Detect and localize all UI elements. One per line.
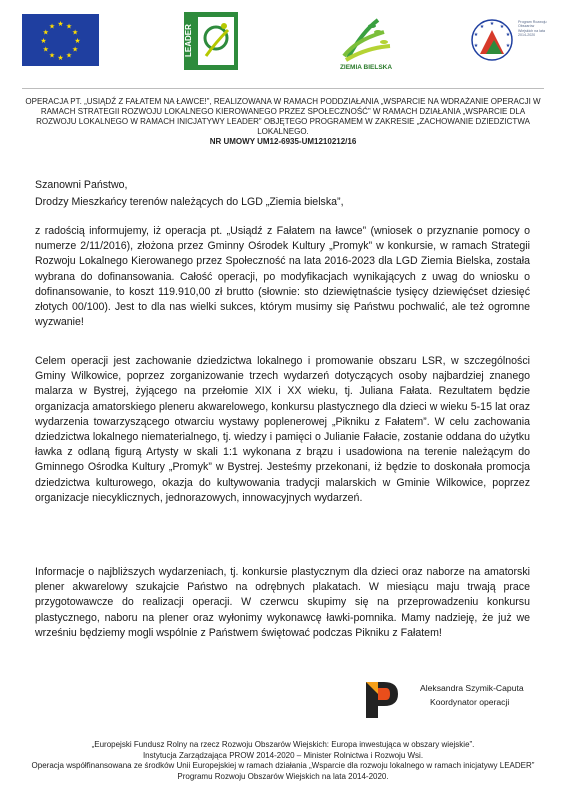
prow-program-text: Program Rozwoju Obszarów Wiejskich na lata 2014-2020	[518, 20, 547, 37]
footer-line-1: „Europejski Fundusz Rolny na rzecz Rozwoju Obszarów Wiejskich: Europa inwestująca w obszary wiejskie”.	[91, 740, 475, 749]
footer	[22, 740, 544, 782]
leader-logo	[184, 12, 238, 70]
paragraph-announcement: z radością informujemy, iż operacja pt. „Usiądź z Fałatem na ławce” (wniosek o przyznanie pomocy o numerze 2/11/2016), złożona przez Gminny Ośrodek Kultury „Promyk” w konkursie, w ramach Strategii Rozwoju Lokalnego Kierowanego przez Społeczność na lata 2016-2023 dla LGD Ziemia Bielska, została wybrana do dofinansowania. Całość operacji, po modyfikacjach wynikających z uwag do wniosku o dofinansowanie, to koszt 119.910,00 zł brutto (słownie: sto dziewiętnaście tysięcy dziewięćset dziesięć złotych 00/100). Jest to dla nas wielki sukces, którym musimy się Państwu pochwalić, ale też ogromne wyzwanie!	[35, 225, 530, 329]
footer-line-3: Operacja współfinansowana ze środków Unii Europejskiej w ramach działania „Wsparcie dla rozwoju lokalnego w ramach inicjatywy LEADER” Programu Rozwoju Obszarów Wiejskich na lata 2014-2020.	[31, 761, 535, 781]
svg-text:★: ★	[57, 54, 64, 62]
prow-logo	[468, 16, 548, 70]
contract-number: NR UMOWY UM12-6935-UM1210212/16	[209, 137, 357, 146]
promyk-logo-icon	[362, 678, 402, 722]
logo-bar	[0, 12, 566, 74]
svg-text:★: ★	[74, 37, 81, 45]
svg-text:★: ★	[42, 45, 49, 54]
svg-text:★: ★	[505, 43, 511, 49]
operation-header	[22, 97, 544, 147]
operation-title: OPERACJA PT. „USIĄDŹ Z FAŁATEM NA ŁAWCE!”, REALIZOWANA W RAMACH PODDZIAŁANIA „WSPARCIE NA WDRAŻANIE OPERACJI W RAMACH STRATEGII ROZWOJU LOKALNEGO KIEROWANEGO PRZEZ SPOŁECZNOŚĆ” W RAMACH DZIAŁANIA „WSPARCIE DLA ROZWOJU LOKALNEGO W RAMACH INICJATYWY LEADER” OBJĘTEGO PROGRAMEM W ZAKRESIE „ZACHOWANIE DZIEDZICTWA LOKALNEGO.	[25, 97, 541, 136]
greeting-line-2: Drodzy Mieszkańcy terenów należących do LGD „Ziemia bielska”,	[35, 196, 344, 208]
wheat-icon	[326, 12, 406, 64]
paragraph-goals: Celem operacji jest zachowanie dziedzictwa lokalnego i promowanie obszaru LSR, w szczególności Gminy Wilkowice, poprzez zorganizowanie trzech wydarzeń dotyczących osoby najbardziej znanego malarza w Bystrej, żyjącego na przełomie XIX i XX wieku, tj. Juliana Fałata. Rezultatem będzie organizacja amatorskiego pleneru akwarelowego, konkursu plastycznego dla dzieci w wieku 5-15 lat oraz wydarzenia towarzyszącego otwarciu wystawy poplenerowej „Pikniku z Fałatem”. W celu zachowania dziedzictwa lokalnego niematerialnego, tj. wiedzy i pamięci o Julianie Fałacie, zostanie oddana do użytku ławka z odlaną figurą Artysty w skali 1:1 wykonana z brązu i usadowiona na terenie należącym do Gminnego Ośrodka Kultury „Promyk” w Bystrej. Jesteśmy przekonani, iż będzie to doskonała promocja dziedzictwa kulturowego, okazja do kultywowania tradycji malarskich w Gminie Wilkowice, poprzez organizacje niecyklicznych, jednorazowych, innowacyjnych wydarzeń.	[35, 355, 530, 504]
footer-line-2: Instytucja Zarządzająca PROW 2014-2020 – Minister Rolnictwa i Rozwoju Wsi.	[142, 750, 424, 760]
signatory-name: Aleksandra Szymik-Caputa	[420, 683, 524, 693]
ziemia-bielska-logo	[326, 12, 406, 74]
svg-text:★: ★	[489, 21, 495, 27]
svg-text:★: ★	[505, 32, 511, 38]
leader-label: LEADER	[184, 24, 193, 58]
svg-text:★: ★	[479, 24, 485, 30]
prow-emblem-icon	[468, 16, 516, 64]
svg-text:★: ★	[65, 51, 73, 60]
signatory-role: Koordynator operacji	[430, 697, 510, 707]
eu-flag-logo	[22, 14, 99, 66]
greeting-line-1: Szanowni Państwo,	[35, 179, 128, 191]
ziemia-bielska-label: ZIEMIA BIELSKA	[339, 64, 393, 71]
svg-text:★: ★	[57, 20, 64, 28]
paragraph-upcoming-events: Informacje o najbliższych wydarzeniach, tj. konkursie plastycznym dla dzieci oraz naborze na amatorski plener akwarelowy szukajcie Państwo na odrębnych plakatach. W miesiącu maju trwają prace przygotowawcze do realizacji operacji. W czerwcu skupimy się na przeprowadzeniu konkursu plastycznego, naboru na plener oraz wyłonimy wykonawcę ławki-pomnika. Mamy nadzieję, że już we wrześniu będziemy mogli wspólnie z Państwem świętować podczas Pikniku z Fałatem!	[35, 566, 530, 639]
header-divider	[22, 88, 544, 89]
svg-text:★: ★	[48, 51, 56, 60]
eu-stars-icon	[22, 14, 99, 66]
svg-text:★: ★	[42, 28, 49, 37]
svg-text:★: ★	[48, 22, 56, 31]
svg-text:★: ★	[72, 28, 79, 37]
svg-text:★: ★	[65, 22, 73, 31]
svg-text:★: ★	[72, 45, 79, 54]
svg-text:★: ★	[473, 32, 479, 38]
svg-text:★: ★	[473, 43, 479, 49]
svg-text:★: ★	[40, 37, 47, 45]
svg-text:★: ★	[499, 24, 505, 30]
